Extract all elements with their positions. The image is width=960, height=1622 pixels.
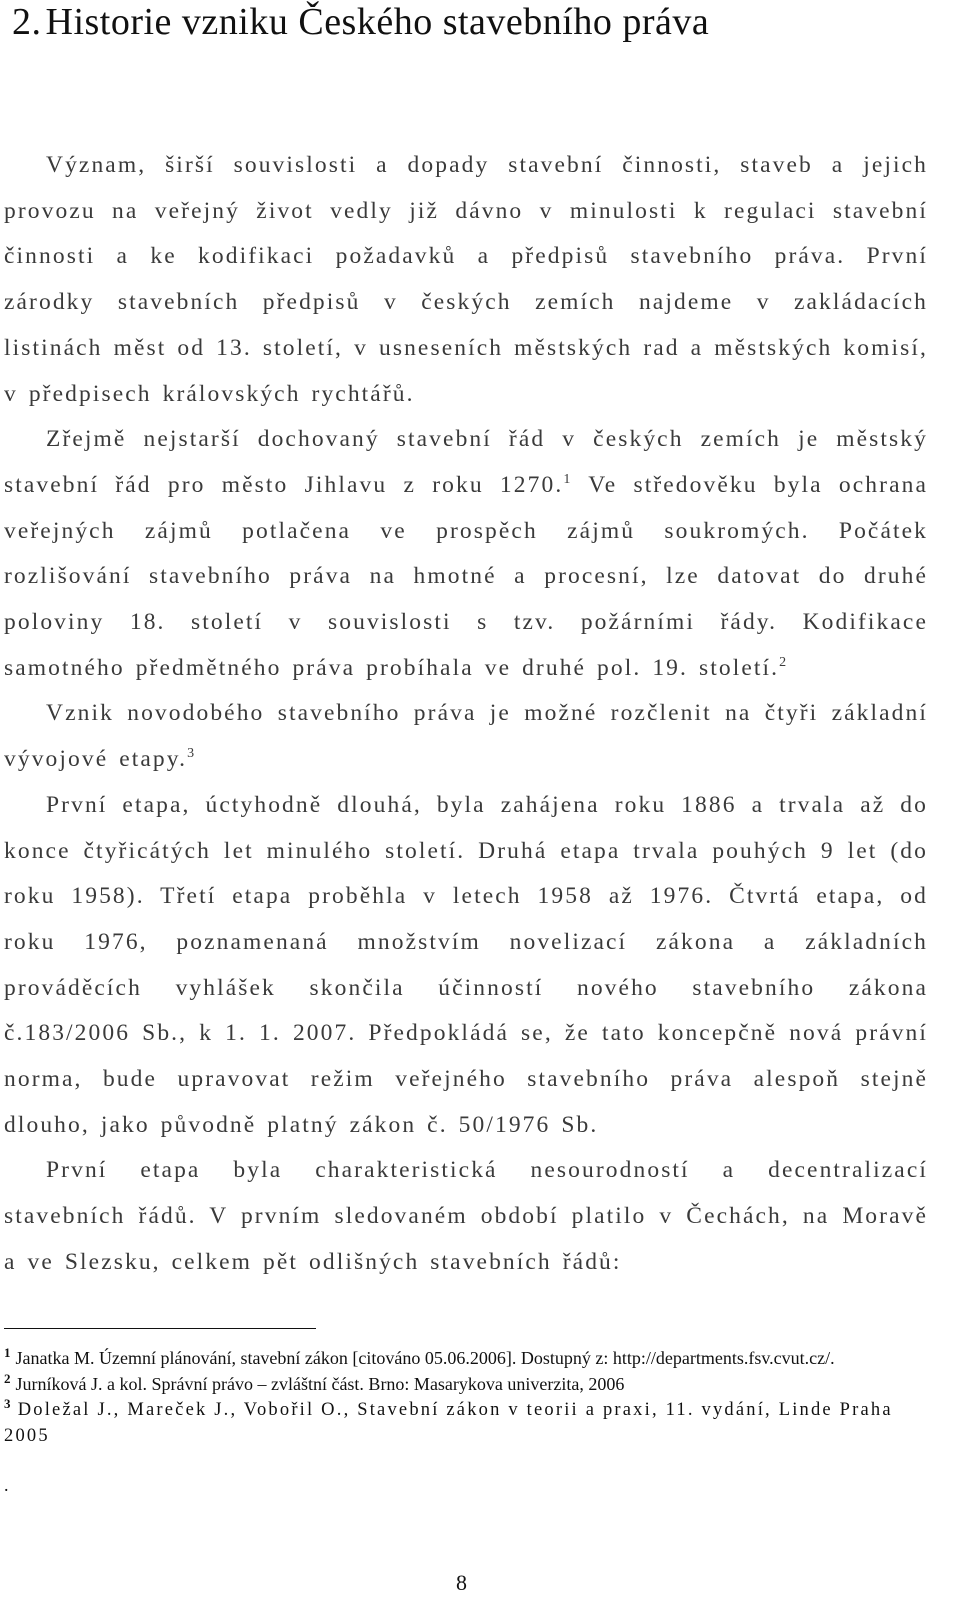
paragraph-text: Ve středověku byla ochrana veřejných zájmů potlačena ve prospěch zájmů soukromých. Počátek rozlišování stavebního práva na hmotné a procesní, lze datovat do druhé poloviny 18. století v souvislosti s tzv. požárními řády. Kodifikace samotného předmětného práva probíhala ve druhé pol. 19. století. — [4, 471, 928, 681]
paragraph — [4, 417, 928, 691]
footnote-ref[interactable]: 3 — [187, 746, 197, 762]
footnote-number: 1 — [4, 1345, 11, 1360]
paragraph-text: Zřejmě nejstarší dochovaný stavební řád v českých zemích je městský stavební řád pro město Jihlavu z roku 1270. — [4, 426, 928, 498]
footnote-1 — [4, 1345, 928, 1371]
paragraph-text: Význam, širší souvislosti a dopady stavební činnosti, staveb a jejich provozu na veřejný život vedly již dávno v minulosti k regulaci stavební činnosti a ke kodifikaci požadavků a předpisů stavebního práva. První zárodky stavebních předpisů v českých zemích najdeme v zakládacích listinách měst od 13. století, v usneseních městských rad a městských komisí, v předpisech královských rychtářů. — [4, 152, 928, 407]
paragraph-text: První etapa, úctyhodně dlouhá, byla zahájena roku 1886 a trvala až do konce čtyřicátých let minulého století. Druhá etapa trvala pouhých 9 let (do roku 1958). Třetí etapa proběhla v letech 1958 až 1976. Čtvrtá etapa, od roku 1976, poznamenaná množstvím novelizací zákona a základních prováděcích vyhlášek skončila účinností nového stavebního zákona č.183/2006 Sb., k 1. 1. 2007. Předpokládá se, že tato koncepčně nová právní norma, bude upravovat režim veřejného stavebního práva alespoň stejně dlouho, jako původně platný zákon č. 50/1976 Sb. — [4, 791, 928, 1138]
footnote-2 — [4, 1371, 928, 1397]
trailing-dot: . — [4, 1475, 9, 1495]
paragraph — [4, 1148, 928, 1285]
paragraph-text: První etapa byla charakteristická nesourodností a decentralizací stavebních řádů. V prvním sledovaném období platilo v Čechách, na Moravě a ve Slezsku, celkem pět odlišných stavebních řádů: — [4, 1157, 928, 1275]
footnote-number: 2 — [4, 1371, 11, 1386]
paragraph-text: Vznik novodobého stavebního práva je možné rozčlenit na čtyři základní vývojové etapy. — [4, 700, 928, 773]
footnote-number: 3 — [4, 1395, 13, 1411]
paragraph — [4, 783, 928, 1149]
chapter-number: 2. — [12, 1, 42, 43]
paragraph — [4, 691, 928, 782]
footnote-text: Janatka M. Územní plánování, stavební zákon [citováno 05.06.2006]. Dostupný z: http://departments.fsv.cvut.cz/. — [15, 1348, 835, 1368]
footnote-3 — [4, 1397, 928, 1449]
footnote-ref[interactable]: 2 — [779, 654, 789, 670]
footnote-ref[interactable]: 1 — [563, 472, 573, 488]
footnote-text: Doležal J., Mareček J., Vobořil O., Stavební zákon v teorii a praxi, 11. vydání, Linde Praha 2005 — [4, 1400, 893, 1446]
footnote-separator — [4, 1328, 316, 1329]
page-number: 8 — [456, 1570, 467, 1595]
chapter-heading — [12, 0, 709, 44]
body-text — [4, 143, 928, 1286]
footnotes — [4, 1345, 928, 1449]
paragraph — [4, 143, 928, 417]
chapter-title: Historie vzniku Českého stavebního práva — [45, 1, 710, 43]
footnote-text: Jurníková J. a kol. Správní právo – zvláštní část. Brno: Masarykova univerzita, 2006 — [15, 1374, 625, 1394]
